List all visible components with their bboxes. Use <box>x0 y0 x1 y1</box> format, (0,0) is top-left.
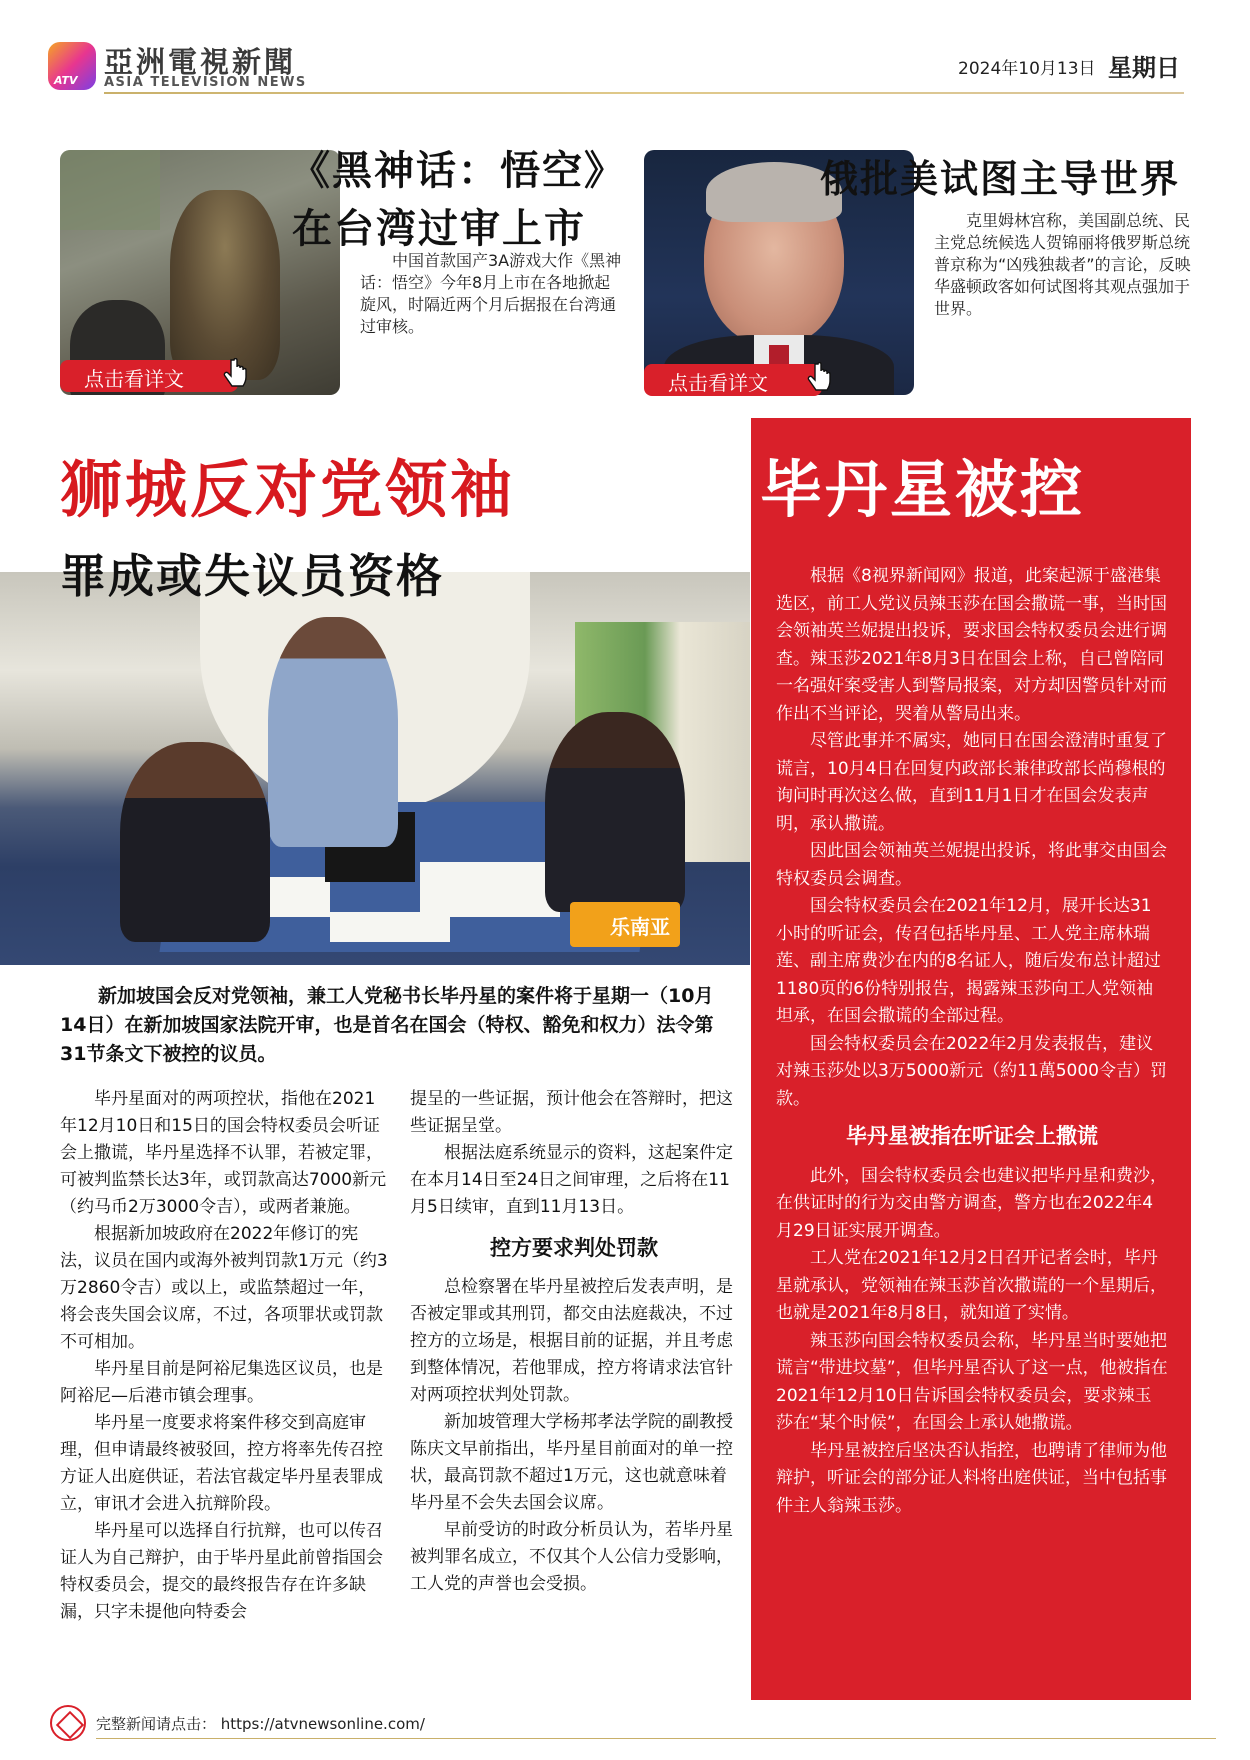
russia-summary: 克里姆林宫称，美国副总统、民主党总统候选人贺锦丽将俄罗斯总统普京称为“凶残独裁者”的言论，反映华盛顿政客如何试图将其观点强加于世界。 <box>934 211 1191 318</box>
paragraph: 提呈的一些证据，预计他会在答辩时，把这些证据呈堂。 <box>410 1089 733 1136</box>
wukong-read-more-label: 点击看详文 <box>84 367 184 391</box>
paragraph: 国会特权委员会在2021年12月，展开长达31小时的听证会，传召包括毕丹星、工人党主席林瑞莲、副主席费沙在内的8名证人，随后发布总计超过1180页的6份特别报告，揭露辣玉莎向工人党领袖坦承，在国会撒谎的全部过程。 <box>776 896 1161 1026</box>
russia-read-more-label: 点击看详文 <box>668 371 768 395</box>
wukong-headline-line2: 在台湾过审上市 <box>292 206 586 252</box>
lead-paragraph: 新加坡国会反对党领袖，兼工人党秘书长毕丹星的案件将于星期一（10月14日）在新加坡国家法院开审，也是首名在国会（特权、豁免和权力）法令第31节条文下被控的议员。 <box>60 985 714 1065</box>
article-column-2 <box>410 1086 738 1598</box>
pointer-hand-icon <box>806 362 832 396</box>
paragraph: 尽管此事并不属实，她同日在国会澄清时重复了谎言，10月4日在回复内政部长兼律政部长尚穆根的询问时再次这么做，直到11月1日才在国会发表声明，承认撒谎。 <box>776 731 1167 834</box>
paragraph: 因此国会领袖英兰妮提出投诉，将此事交由国会特权委员会调查。 <box>776 841 1167 889</box>
paragraph: 毕丹星面对的两项控状，指他在2021年12月10日和15日的国会特权委员会听证会上撒谎，毕丹星选择不认罪，若被定罪，可被判监禁长达3年，或罚款高达7000新元（约马币2万3000令吉），或两者兼施。 <box>60 1089 387 1217</box>
paragraph: 根据新加坡政府在2022年修订的宪法，议员在国内或海外被判罚款1万元（约3万2860令吉）或以上，或监禁超过一年，将会丧失国会议席，不过，各项罪状或罚款不可相加。 <box>60 1224 388 1352</box>
photo-watermark: 乐南亚 <box>570 902 680 947</box>
main-story-photo <box>0 572 750 965</box>
logo-text: ATV <box>54 74 78 87</box>
brand-name-en: ASIA TELEVISION NEWS <box>104 75 307 90</box>
wukong-summary: 中国首款国产3A游戏大作《黑神话：悟空》今年8月上市在各地掀起旋风，时隔近两个月后据报在台湾通过审核。 <box>360 251 622 336</box>
section-heading: 毕丹星被指在听证会上撒谎 <box>846 1124 1098 1148</box>
paragraph: 此外，国会特权委员会也建议把毕丹星和费沙，在供证时的行为交由警方调查，警方也在2022年4月29日证实展开调查。 <box>776 1165 1167 1241</box>
wukong-read-more-button[interactable] <box>60 360 238 392</box>
paragraph: 新加坡管理大学杨邦孝法学院的副教授陈庆文早前指出，毕丹星目前面对的单一控状，最高罚款不超过1万元，这也就意味着毕丹星不会失去国会议席。 <box>410 1412 733 1513</box>
atv-logo <box>48 42 96 90</box>
paragraph: 总检察署在毕丹星被控后发表声明，是否被定罪或其刑罚，都交由法庭裁决，不过控方的立场是，根据目前的证据，并且考虑到整体情况，若他罪成，控方将请求法官针对两项控状判处罚款。 <box>410 1277 733 1405</box>
paragraph: 毕丹星可以选择自行抗辩，也可以传召证人为自己辩护，由于毕丹星此前曾指国会特权委员会，提交的最终报告存在许多缺漏，只字未提他向特委会 <box>60 1521 383 1622</box>
paragraph: 根据法庭系统显示的资料，这起案件定在本月14日至24日之间审理，之后将在11月5日续审，直到11月13日。 <box>410 1143 733 1217</box>
issue-weekday: 星期日 <box>1108 54 1180 82</box>
pointer-hand-icon <box>222 358 248 392</box>
main-headline-red: 狮城反对党领袖 <box>60 453 516 526</box>
russia-headline: 俄批美试图主导世界 <box>820 157 1181 201</box>
paragraph: 毕丹星被控后坚决否认指控，也聘请了律师为他辩护，听证会的部分证人料将出庭供证，当中包括事件主人翁辣玉莎。 <box>776 1440 1167 1516</box>
article-column-3 <box>776 563 1168 1520</box>
paragraph: 早前受访的时政分析员认为，若毕丹星被判罪名成立，不仅其个人公信力受影响，工人党的声誉也会受损。 <box>410 1520 733 1594</box>
paragraph: 根据《8视界新闻网》报道，此案起源于盛港集选区，前工人党议员辣玉莎在国会撒谎一事，当时国会领袖英兰妮提出投诉，要求国会特权委员会进行调查。辣玉莎2021年8月3日在国会上称，自己曾陪同一名强奸案受害人到警局报案，对方却因警员针对而作出不当评论，哭着从警局出来。 <box>776 566 1167 724</box>
header-divider <box>104 92 1184 94</box>
footer <box>50 1705 1200 1739</box>
main-headline-white: 毕丹星被控 <box>760 453 1086 526</box>
article-column-1 <box>60 1086 390 1626</box>
main-subheadline: 罪成或失议员资格 <box>60 549 444 603</box>
seal-icon <box>50 1705 86 1741</box>
paragraph: 工人党在2021年12月2日召开记者会时，毕丹星就承认，党领袖在辣玉莎首次撒谎的一个星期后，也就是2021年8月8日，就知道了实情。 <box>776 1248 1167 1323</box>
footer-divider <box>96 1738 1216 1739</box>
paragraph: 国会特权委员会在2022年2月发表报告，建议对辣玉莎处以3万5000新元（約11萬5000令吉）罚款。 <box>776 1033 1167 1109</box>
wukong-headline-line1: 《黑神话：悟空》 <box>290 148 626 194</box>
paragraph: 毕丹星目前是阿裕尼集选区议员，也是阿裕尼—后港市镇会理事。 <box>60 1359 383 1406</box>
issue-date: 2024年10月13日 <box>958 59 1096 79</box>
paragraph: 毕丹星一度要求将案件移交到高庭审理，但申请最终被驳回，控方将率先传召控方证人出庭供证，若法官裁定毕丹星表罪成立，审讯才会进入抗辩阶段。 <box>60 1413 383 1514</box>
section-heading: 控方要求判处罚款 <box>490 1236 658 1260</box>
paragraph: 辣玉莎向国会特权委员会称，毕丹星当时要她把谎言“带进坟墓”，但毕丹星否认了这一点，他被指在2021年12月10日告诉国会特权委员会，要求辣玉莎在“某个时候”，在国会上承认她撒谎。 <box>776 1330 1168 1433</box>
brand-name-cn: 亞洲電視新聞 <box>104 45 297 79</box>
russia-read-more-button[interactable] <box>644 364 822 396</box>
footer-link[interactable]: 完整新闻请点击： https://atvnewsonline.com/ <box>96 1715 425 1733</box>
